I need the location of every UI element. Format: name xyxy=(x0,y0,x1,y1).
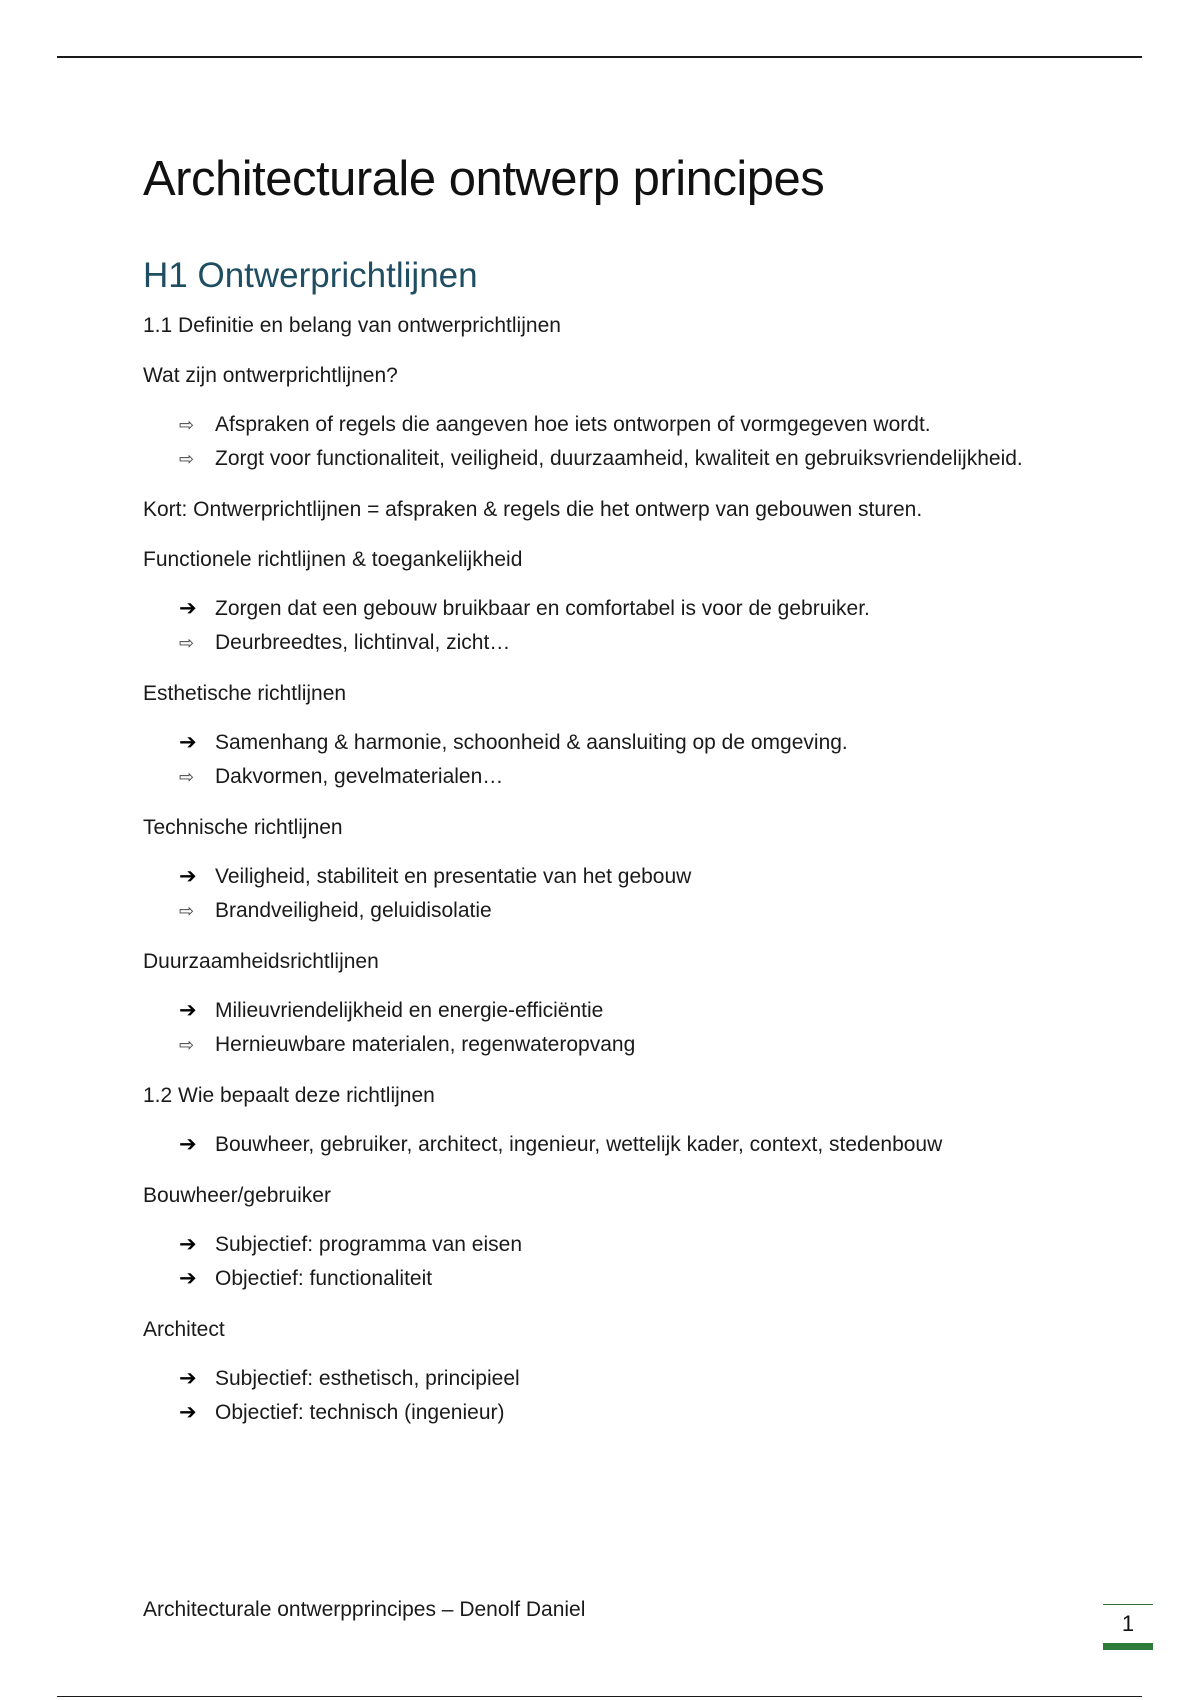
list-item xyxy=(179,726,1103,760)
list-item xyxy=(179,1228,1103,1262)
page-number-accent-bar xyxy=(1103,1643,1153,1650)
paragraph: Wat zijn ontwerprichtlijnen? xyxy=(143,364,398,387)
list-item xyxy=(179,1128,1103,1162)
footer-text: Architecturale ontwerpprincipes – Denolf Daniel xyxy=(143,1598,586,1621)
bullet-list xyxy=(143,408,1103,476)
list-item-text: Zorgen dat een gebouw bruikbaar en comfortabel is voor de gebruiker. xyxy=(215,597,870,620)
list-item xyxy=(179,1362,1103,1396)
solid-arrow-bullet-icon: ➔ xyxy=(179,1233,197,1256)
footer-rule xyxy=(57,1696,1142,1697)
list-item-text: Afspraken of regels die aangeven hoe iets ontworpen of vormgegeven wordt. xyxy=(215,413,931,436)
hollow-arrow-bullet-icon: ⇨ xyxy=(179,1035,195,1055)
document-title: Architecturale ontwerp principes xyxy=(143,152,825,206)
bullet-list xyxy=(143,860,1103,928)
list-item-text: Subjectief: programma van eisen xyxy=(215,1233,522,1256)
list-item-text: Veiligheid, stabiliteit en presentatie van het gebouw xyxy=(215,865,692,888)
list-item xyxy=(179,894,1103,928)
bullet-list xyxy=(143,994,1103,1062)
list-item xyxy=(179,760,1103,794)
list-item xyxy=(179,408,1103,442)
list-item-text: Objectief: technisch (ingenieur) xyxy=(215,1401,505,1424)
hollow-arrow-bullet-icon: ⇨ xyxy=(179,901,195,921)
solid-arrow-bullet-icon: ➔ xyxy=(179,999,197,1022)
list-item xyxy=(179,592,1103,626)
paragraph: Bouwheer/gebruiker xyxy=(143,1184,331,1207)
list-item-text: Subjectief: esthetisch, principieel xyxy=(215,1367,520,1390)
paragraph: Esthetische richtlijnen xyxy=(143,682,347,705)
list-item-text: Bouwheer, gebruiker, architect, ingenieur, wettelijk kader, context, stedenbouw xyxy=(215,1133,943,1156)
list-item xyxy=(179,860,1103,894)
list-item-text: Hernieuwbare materialen, regenwateropvang xyxy=(215,1033,636,1056)
list-item xyxy=(179,626,1103,660)
list-item-text: Milieuvriendelijkheid en energie-efficiëntie xyxy=(215,999,604,1022)
paragraph: Functionele richtlijnen & toegankelijkheid xyxy=(143,548,523,571)
list-item-text: Brandveiligheid, geluidisolatie xyxy=(215,899,492,922)
sections-container xyxy=(143,311,1103,1430)
solid-arrow-bullet-icon: ➔ xyxy=(179,1401,197,1424)
list-item xyxy=(179,1262,1103,1296)
list-item-text: Deurbreedtes, lichtinval, zicht… xyxy=(215,631,511,654)
solid-arrow-bullet-icon: ➔ xyxy=(179,1367,197,1390)
list-item xyxy=(179,1028,1103,1062)
paragraph: Kort: Ontwerprichtlijnen = afspraken & regels die het ontwerp van gebouwen sturen. xyxy=(143,498,923,521)
document-body xyxy=(143,150,1103,1449)
hollow-arrow-bullet-icon: ⇨ xyxy=(179,633,195,653)
header-rule xyxy=(57,56,1142,58)
paragraph: Duurzaamheidsrichtlijnen xyxy=(143,950,379,973)
hollow-arrow-bullet-icon: ⇨ xyxy=(179,767,195,787)
list-item xyxy=(179,1396,1103,1430)
list-item-text: Objectief: functionaliteit xyxy=(215,1267,433,1290)
hollow-arrow-bullet-icon: ⇨ xyxy=(179,415,195,435)
solid-arrow-bullet-icon: ➔ xyxy=(179,1133,197,1156)
list-item xyxy=(179,994,1103,1028)
paragraph: 1.1 Definitie en belang van ontwerprichtlijnen xyxy=(143,314,561,337)
list-item-text: Zorgt voor functionaliteit, veiligheid, duurzaamheid, kwaliteit en gebruiksvriendelijkheid. xyxy=(215,447,1023,470)
heading-1: H1 Ontwerprichtlijnen xyxy=(143,256,478,295)
solid-arrow-bullet-icon: ➔ xyxy=(179,731,197,754)
solid-arrow-bullet-icon: ➔ xyxy=(179,597,197,620)
page-number: 1 xyxy=(1121,1611,1135,1636)
list-item-text: Samenhang & harmonie, schoonheid & aansluiting op de omgeving. xyxy=(215,731,848,754)
list-item xyxy=(179,442,1103,476)
paragraph: 1.2 Wie bepaalt deze richtlijnen xyxy=(143,1084,435,1107)
solid-arrow-bullet-icon: ➔ xyxy=(179,1267,197,1290)
solid-arrow-bullet-icon: ➔ xyxy=(179,865,197,888)
paragraph: Technische richtlijnen xyxy=(143,816,343,839)
bullet-list xyxy=(143,1362,1103,1430)
paragraph: Architect xyxy=(143,1318,225,1341)
list-item-text: Dakvormen, gevelmaterialen… xyxy=(215,765,504,788)
bullet-list xyxy=(143,1228,1103,1296)
bullet-list xyxy=(143,1128,1103,1162)
page-number-box xyxy=(1103,1604,1153,1650)
hollow-arrow-bullet-icon: ⇨ xyxy=(179,449,195,469)
bullet-list xyxy=(143,726,1103,794)
bullet-list xyxy=(143,592,1103,660)
